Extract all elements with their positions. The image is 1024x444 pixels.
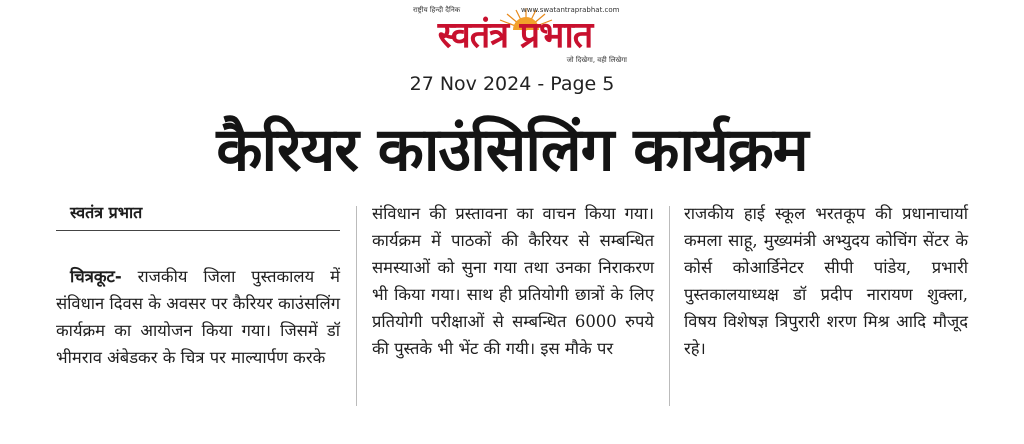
masthead-title: स्वतंत्र प्रभात <box>437 15 593 56</box>
page-dateline: 27 Nov 2024 - Page 5 <box>409 73 615 95</box>
column-divider-1 <box>356 206 357 406</box>
column-2-text: संविधान की प्रस्तावना का वाचन किया गया। कार्यक्रम में पाठकों की कैरियर से सम्बन्धित समस्याओं को सुना गया तथा उनका निराकरण भी किया गया। साथ ही प्रतियोगी छात्रों के लिए प्रतियोगी परीक्षाओं से सम्बन्धित 6000 रुपये की पुस्तके भी भेंट की गयी। इस मौके पर <box>372 204 654 358</box>
article-column-2 <box>372 200 654 362</box>
masthead-logo <box>395 4 635 68</box>
article-place: चित्रकूट- <box>70 267 122 286</box>
masthead-tagline-top: राष्ट्रीय हिन्दी दैनिक <box>413 6 461 14</box>
article-headline: कैरियर काउंसिलिंग कार्यक्रम <box>216 115 808 185</box>
masthead-slogan: जो दिखेगा, वही लिखेगा <box>566 56 627 64</box>
column-1-paragraph <box>56 263 340 371</box>
article-byline: स्वतंत्र प्रभात <box>56 200 340 231</box>
article-column-1 <box>56 200 340 371</box>
masthead-website: www.swatantraprabhat.com <box>521 6 620 14</box>
column-divider-2 <box>669 206 670 406</box>
article-column-3 <box>684 200 968 362</box>
column-1-text: राजकीय जिला पुस्तकालय में संविधान दिवस के अवसर पर कैरियर काउंसलिंग कार्यक्रम का आयोजन किया गया। जिसमें डॉ भीमराव अंबेडकर के चित्र पर माल्यार्पण करके <box>56 267 340 367</box>
column-3-text: राजकीय हाई स्कूल भरतकूप की प्रधानाचार्या कमला साहू, मुख्यमंत्री अभ्युदय कोचिंग सेंटर के कोर्स कोआर्डिनेटर सीपी पांडेय, प्रभारी पुस्तकालयाध्यक्ष डॉ प्रदीप नारायण शुक्ला, विषय विशेषज्ञ त्रिपुरारी शरण मिश्र आदि मौजूद रहे। <box>684 204 968 358</box>
